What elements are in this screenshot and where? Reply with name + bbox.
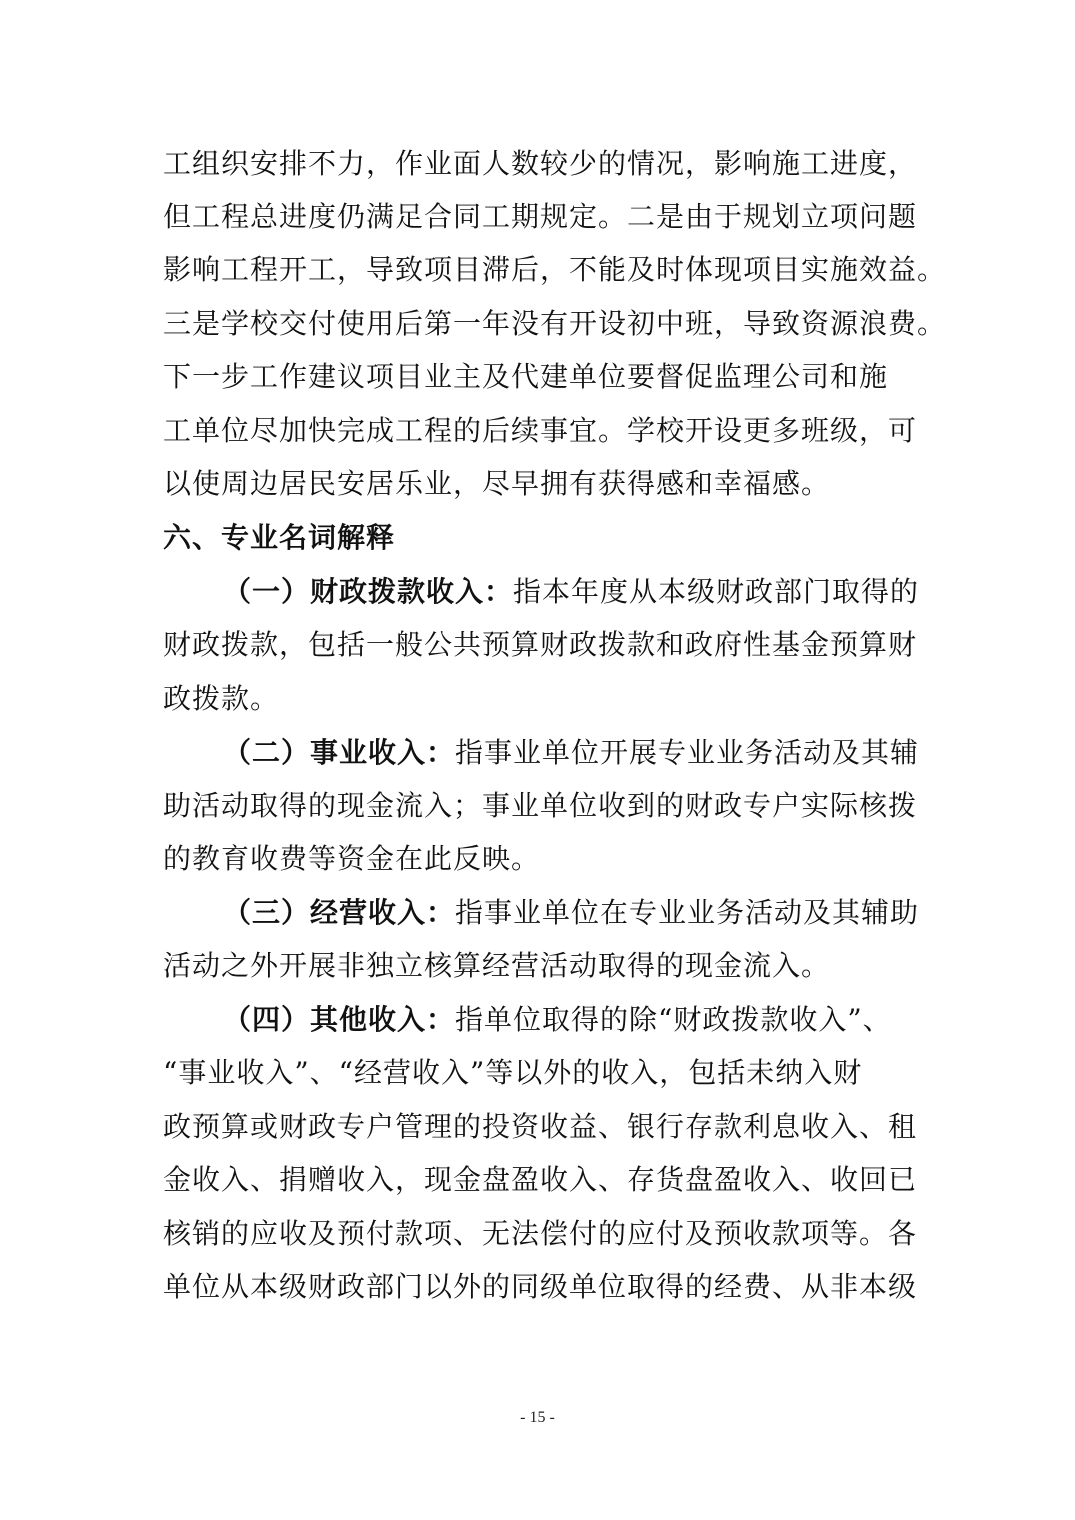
term-definition: 指本年度从本级财政部门取得的 [513, 575, 920, 608]
term-definition-line: 助活动取得的现金流入；事业单位收到的财政专户实际核拨 [163, 789, 918, 822]
term-definition: 指事业单位在专业业务活动及其辅助 [455, 896, 920, 929]
body-text-line: 以使周边居民安居乐业，尽早拥有获得感和幸福感。 [163, 467, 831, 500]
term-definition-line: 核销的应收及预付款项、无法偿付的应付及预收款项等。各 [163, 1217, 918, 1250]
term-definition: 指事业单位开展专业业务活动及其辅 [455, 736, 920, 769]
term-first-line [223, 893, 923, 933]
term-definition-line: 财政拨款，包括一般公共预算财政拨款和政府性基金预算财 [163, 628, 918, 661]
term-first-line [223, 1000, 923, 1040]
section-heading: 六、专业名词解释 [163, 521, 396, 554]
body-text-line: 但工程总进度仍满足合同工期规定。二是由于规划立项问题 [163, 200, 918, 233]
term-definition-line: 政预算或财政专户管理的投资收益、银行存款利息收入、租 [163, 1110, 918, 1143]
body-text-line: 下一步工作建议项目业主及代建单位要督促监理公司和施 [163, 360, 889, 393]
term-label: （三）经营收入： [223, 896, 456, 929]
term-definition: 指单位取得的除“财政拨款收入”、 [455, 1003, 892, 1036]
body-text-line: 工组织安排不力，作业面人数较少的情况，影响施工进度， [163, 147, 918, 180]
page-number: - 15 - [520, 1409, 555, 1426]
body-text-line: 工单位尽加快完成工程的后续事宜。学校开设更多班级，可 [163, 414, 918, 447]
body-text-line: 三是学校交付使用后第一年没有开设初中班，导致资源浪费。 [163, 307, 947, 340]
term-first-line [223, 733, 923, 773]
term-definition-line: 金收入、捐赠收入，现金盘盈收入、存货盘盈收入、收回已 [163, 1163, 918, 1196]
term-definition-line: 活动之外开展非独立核算经营活动取得的现金流入。 [163, 949, 831, 982]
term-label: （一）财政拨款收入： [223, 575, 514, 608]
term-definition-line: 的教育收费等资金在此反映。 [163, 842, 541, 875]
term-label: （二）事业收入： [223, 736, 456, 769]
term-definition-line: 政拨款。 [163, 682, 280, 715]
body-text-line: 影响工程开工，导致项目滞后，不能及时体现项目实施效益。 [163, 253, 947, 286]
term-definition-line: “事业收入”、“经营收入”等以外的收入，包括未纳入财 [163, 1056, 863, 1089]
term-definition-line: 单位从本级财政部门以外的同级单位取得的经费、从非本级 [163, 1270, 918, 1303]
term-label: （四）其他收入： [223, 1003, 456, 1036]
term-first-line [223, 572, 923, 612]
